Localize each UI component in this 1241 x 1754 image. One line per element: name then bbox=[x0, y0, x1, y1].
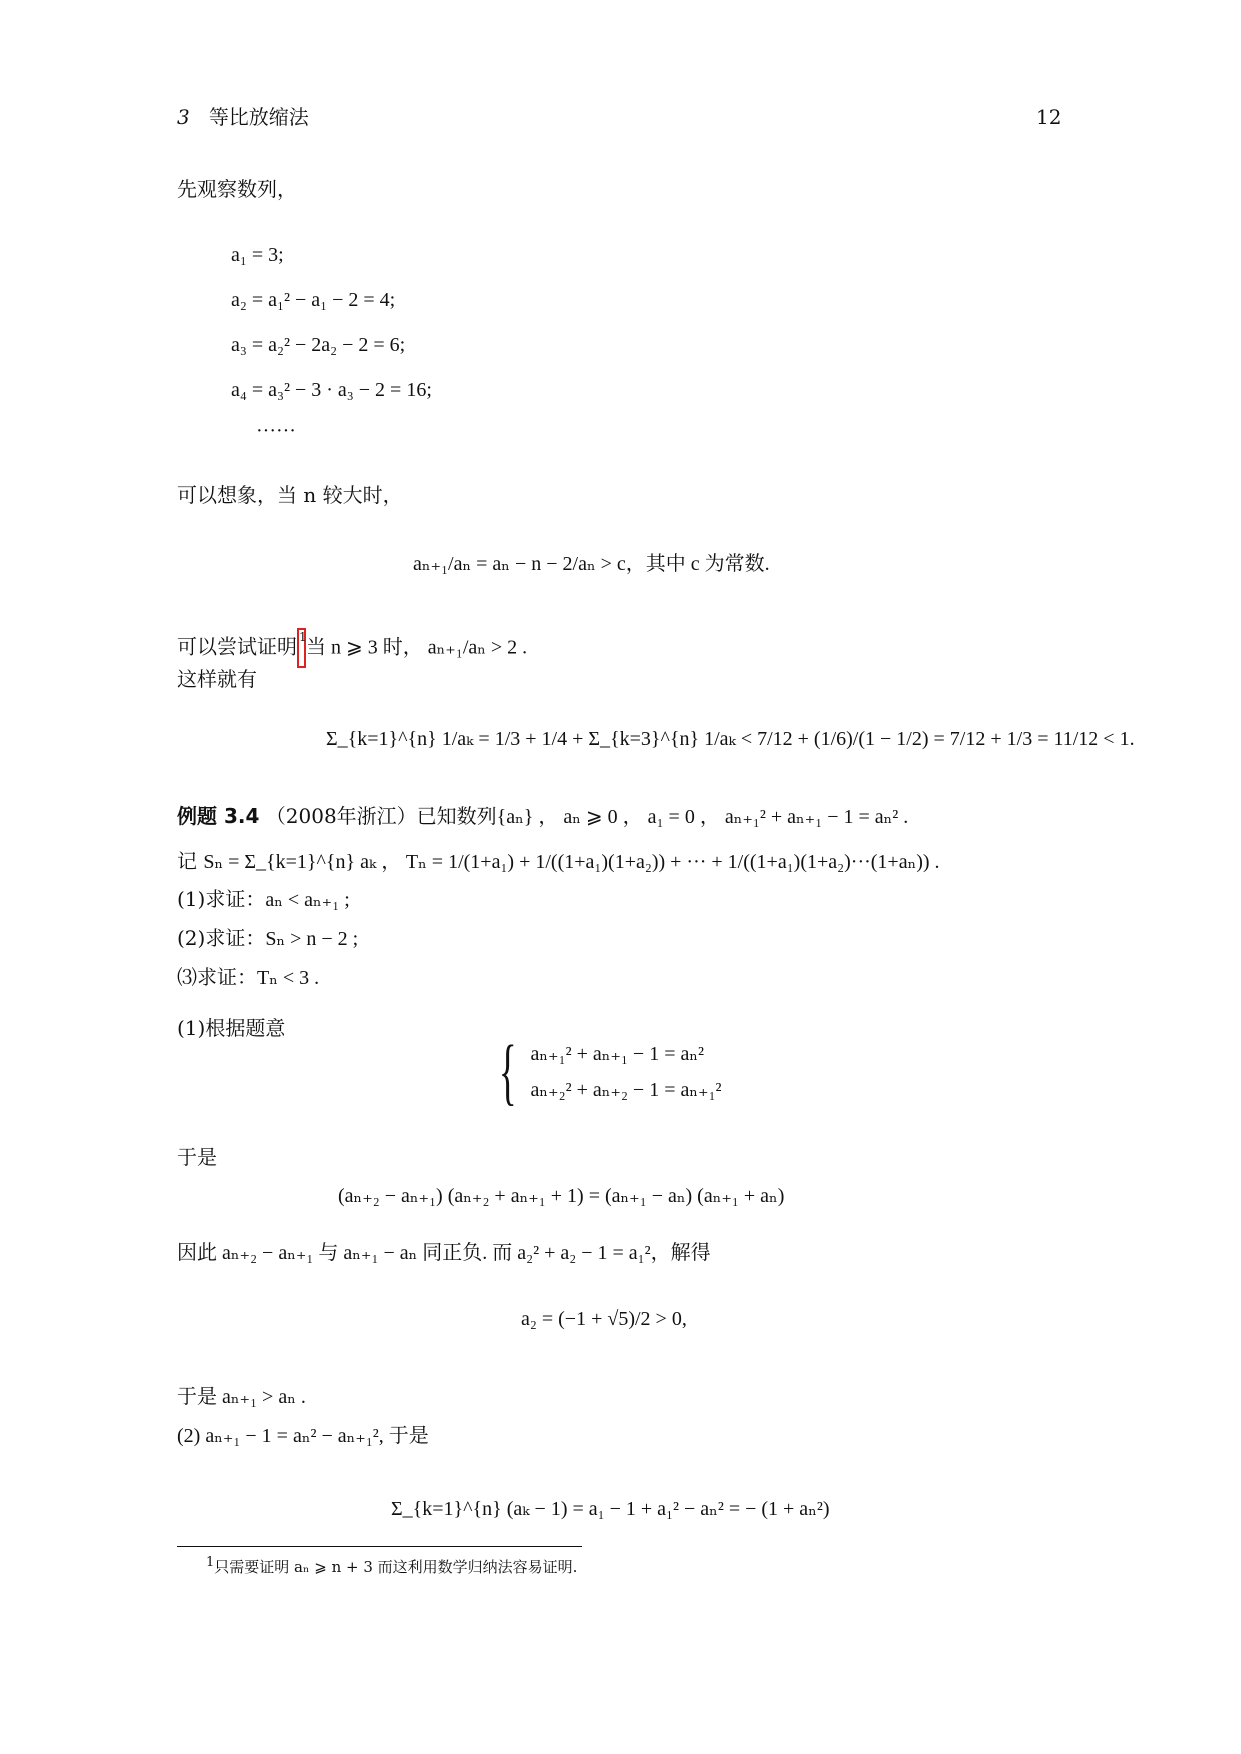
example-line-1 bbox=[177, 805, 908, 828]
footnote-text: 只需要证明 aₙ ⩾ n + 3 而这利用数学归纳法容易证明. bbox=[214, 1558, 578, 1576]
running-header bbox=[177, 106, 309, 128]
chapter-number: 3 bbox=[177, 105, 190, 129]
left-brace: { bbox=[498, 1031, 517, 1113]
chapter-title: 等比放缩法 bbox=[208, 105, 309, 129]
example-conditions: {aₙ} ， aₙ ⩾ 0 ， a₁ = 0 ， aₙ₊₁² + aₙ₊₁ − 1 = aₙ² . bbox=[496, 806, 909, 828]
yushi-2: 于是 aₙ₊₁ > aₙ . bbox=[177, 1386, 306, 1408]
footnote bbox=[206, 1556, 577, 1576]
page-number: 12 bbox=[1036, 105, 1062, 129]
seq-line-4: a₄ = a₃² − 3 · a₃ − 2 = 16; bbox=[231, 379, 432, 401]
solution-2-line: (2) aₙ₊₁ − 1 = aₙ² − aₙ₊₁², 于是 bbox=[177, 1425, 429, 1447]
sum-equation: Σ_{k=1}^{n} 1/aₖ = 1/3 + 1/4 + Σ_{k=3}^{n} 1/aₖ < 7/12 + (1/6)/(1 − 1/2) = 7/12 + 1/3 = 11/12 < 1. bbox=[326, 728, 1135, 750]
seq-ellipsis: ······ bbox=[256, 420, 296, 442]
ratio-equation: aₙ₊₁/aₙ = aₙ − n − 2/aₙ > c，其中 c 为常数. bbox=[413, 553, 770, 575]
sum2-equation: Σ_{k=1}^{n} (aₖ − 1) = a₁ − 1 + a₁² − aₙ² = − (1 + aₙ²) bbox=[391, 1498, 830, 1520]
question-1: (1)求证：aₙ < aₙ₊₁ ; bbox=[177, 887, 350, 911]
ji-text: 记 bbox=[177, 849, 197, 873]
example-label: 例题 3.4 bbox=[177, 804, 260, 828]
imagine-text: 可以想象，当 n 较大时， bbox=[177, 483, 403, 507]
a2-equation: a₂ = (−1 + √5)/2 > 0, bbox=[521, 1308, 687, 1330]
footnote-link[interactable]: 1 bbox=[297, 628, 306, 668]
system-eq-1: aₙ₊₁² + aₙ₊₁ − 1 = aₙ² bbox=[530, 1043, 705, 1065]
intro-text: 先观察数列， bbox=[177, 177, 297, 201]
seq-line-1: a₁ = 3; bbox=[231, 244, 284, 266]
try-prove-text: 可以尝试证明 bbox=[177, 634, 297, 659]
try-prove-line bbox=[177, 628, 527, 668]
example-prefix: （2008年浙江）已知数列 bbox=[265, 804, 497, 828]
try-prove-condition: 当 n ⩾ 3 时， aₙ₊₁/aₙ > 2 . bbox=[306, 636, 528, 659]
system-eq-2: aₙ₊₂² + aₙ₊₂ − 1 = aₙ₊₁² bbox=[530, 1079, 722, 1101]
question-2: (2)求证：Sₙ > n − 2 ; bbox=[177, 926, 359, 950]
question-3: ⑶求证：Tₙ < 3 . bbox=[177, 965, 320, 989]
seq-line-2: a₂ = a₁² − a₁ − 2 = 4; bbox=[231, 289, 396, 311]
seq-line-3: a₃ = a₂² − 2a₂ − 2 = 6; bbox=[231, 334, 406, 356]
equation-system bbox=[490, 1031, 722, 1113]
so-have-text: 这样就有 bbox=[177, 667, 257, 691]
therefore-line: 因此 aₙ₊₂ − aₙ₊₁ 与 aₙ₊₁ − aₙ 同正负. 而 a₂² + a₂ − 1 = a₁²，解得 bbox=[177, 1242, 711, 1264]
sn-tn-definition: Sₙ = Σ_{k=1}^{n} aₖ ， Tₙ = 1/(1+a₁) + 1/((1+a₁)(1+a₂)) + ··· + 1/((1+a₁)(1+a₂)···(1+aₙ)) . bbox=[203, 851, 940, 873]
yushi-1: 于是 bbox=[177, 1145, 217, 1169]
example-line-2 bbox=[177, 850, 940, 873]
footnote-rule bbox=[177, 1546, 582, 1547]
solution-1-head: (1)根据题意 bbox=[177, 1016, 286, 1040]
product-equation: (aₙ₊₂ − aₙ₊₁) (aₙ₊₂ + aₙ₊₁ + 1) = (aₙ₊₁ − aₙ) (aₙ₊₁ + aₙ) bbox=[338, 1185, 785, 1207]
footnote-number: 1 bbox=[206, 1555, 215, 1570]
